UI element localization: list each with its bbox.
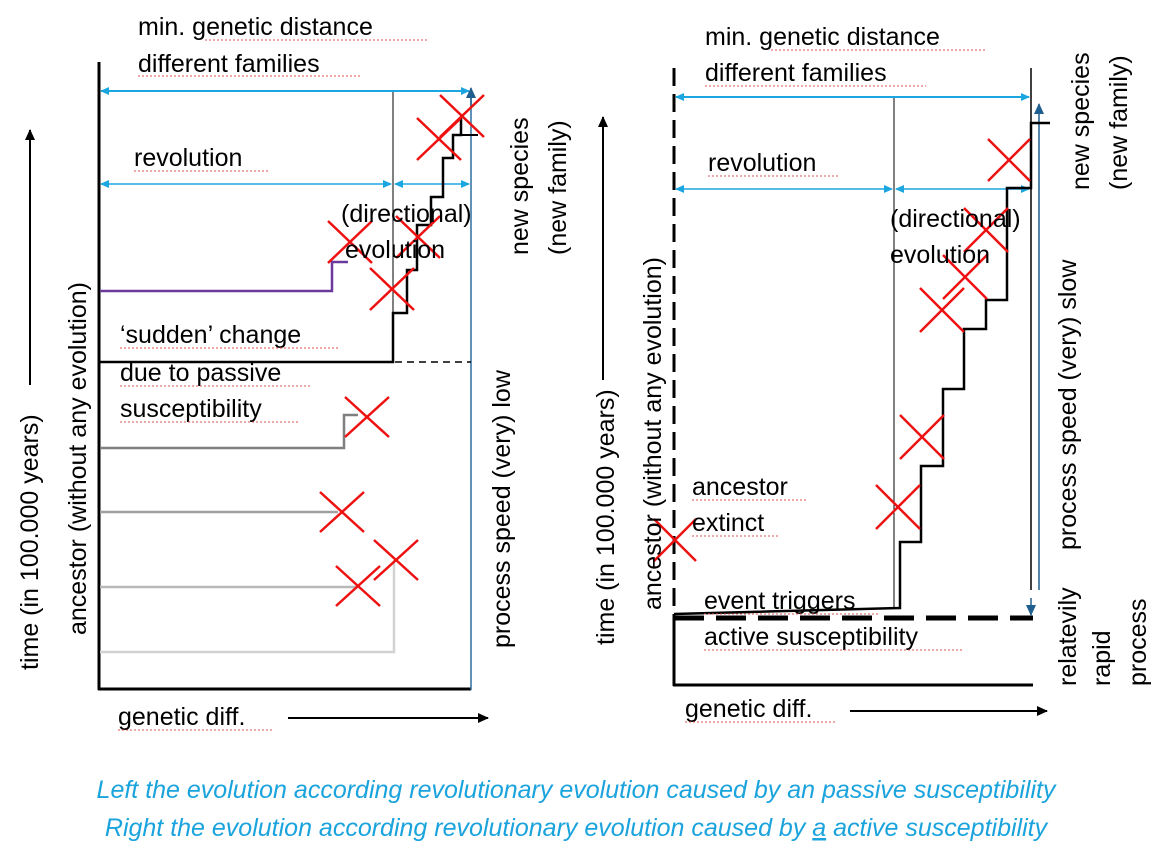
right-process-speed-label: process speed (very) slow — [1054, 259, 1082, 550]
cross-icon — [374, 540, 418, 580]
right-top-label-line2: different families — [705, 59, 887, 87]
left-top-label-line1: min. genetic distance — [138, 13, 373, 41]
left-x-axis-label: genetic diff. — [118, 703, 246, 731]
cross-icon — [920, 288, 964, 332]
right-new-species-line1: new species — [1067, 52, 1095, 190]
left-top-label-line2: different families — [138, 50, 320, 78]
left-panel — [16, 13, 572, 731]
right-new-species-line2: (new family) — [1105, 55, 1133, 190]
left-new-species-line1: new species — [506, 117, 534, 255]
left-ancestor-label: ancestor (without any evolution) — [64, 282, 92, 635]
left-extinction-crosses — [320, 95, 484, 606]
caption-line2-underlined: a — [812, 814, 827, 842]
right-x-axis-label: genetic diff. — [685, 695, 813, 723]
right-main-lineage — [674, 123, 1050, 614]
right-ancestor-extinct-line1: ancestor — [692, 473, 788, 501]
cross-icon — [417, 118, 461, 160]
caption-line2-prefix: Right the evolution according revolutionary evolution caused by — [104, 814, 813, 842]
left-directional-line1: (directional) — [341, 200, 472, 228]
right-relatively-line2: rapid — [1088, 630, 1116, 686]
left-sudden-line2: due to passive — [120, 359, 282, 387]
right-relatively-line3: process — [1124, 598, 1152, 686]
right-relatively-line1: relatevily — [1054, 587, 1082, 686]
caption-line1: Left the evolution according revolutionary evolution caused by an passive susceptibility — [96, 776, 1056, 804]
cross-icon — [988, 139, 1030, 181]
right-ancestor-label: ancestor (without any evolution) — [639, 257, 667, 610]
left-process-speed-label: process speed (very) low — [488, 370, 516, 648]
left-new-species-line2: (new family) — [544, 120, 572, 255]
cross-icon — [876, 485, 920, 529]
caption-line2-suffix: active susceptibility — [826, 814, 1048, 842]
right-panel — [592, 23, 1152, 723]
right-y-axis-label: time (in 100.000 years) — [592, 389, 620, 645]
right-event-line2: active susceptibility — [704, 623, 918, 651]
left-sudden-line3: susceptibility — [120, 395, 262, 423]
left-grey-lineage-4 — [100, 560, 394, 652]
cross-icon — [900, 415, 944, 459]
left-purple-lineage — [100, 262, 348, 291]
right-ancestor-extinct-line2: extinct — [692, 509, 765, 537]
left-directional-line2: evolution — [345, 236, 446, 264]
right-directional-line2: evolution — [890, 241, 991, 269]
right-revolution-label: revolution — [708, 149, 817, 177]
caption-line2 — [105, 814, 1049, 842]
cross-icon — [345, 397, 389, 437]
left-y-axis-label: time (in 100.000 years) — [16, 414, 44, 670]
right-event-line1: event triggers — [704, 587, 856, 615]
right-top-label-line1: min. genetic distance — [705, 23, 940, 51]
left-sudden-line1: ‘sudden’ change — [120, 321, 302, 349]
left-revolution-label: revolution — [134, 144, 243, 172]
right-directional-line1: (directional) — [890, 205, 1021, 233]
